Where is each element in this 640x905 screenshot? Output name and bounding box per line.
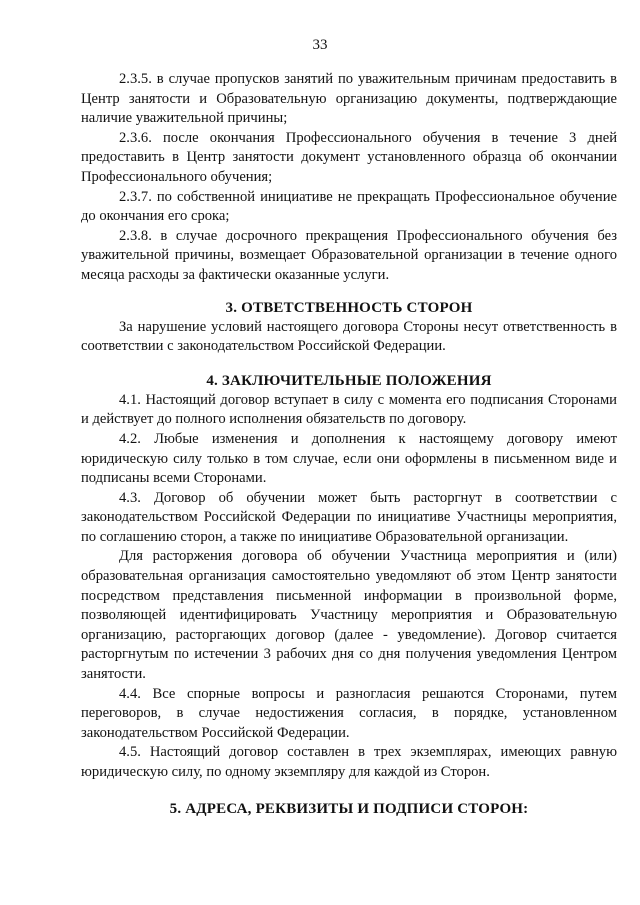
section-5-heading: 5. АДРЕСА, РЕКВИЗИТЫ И ПОДПИСИ СТОРОН: (169, 800, 529, 817)
clause-4-5: 4.5. Настоящий договор составлен в трех экземплярах, имеющих равную юридическую силу, по одному экземпляру для каждой из Сторон. (81, 744, 617, 780)
clause-4-1: 4.1. Настоящий договор вступает в силу с момента его подписания Сторонами и действует до полного исполнения обязательств по договору. (81, 391, 617, 428)
clause-4-2: 4.2. Любые изменения и дополнения к настоящему договору имеют юридическую силу только в том случае, если они оформлены в письменном виде и подписаны всеми Сторонами. (81, 430, 617, 487)
section-4-heading: 4. ЗАКЛЮЧИТЕЛЬНЫЕ ПОЛОЖЕНИЯ (206, 372, 492, 389)
clause-4-4: 4.4. Все спорные вопросы и разногласия решаются Сторонами, путем переговоров, в случае недостижения согласия, в порядке, установленном законодательством Российской Федерации. (81, 685, 617, 741)
section-3-text: За нарушение условий настоящего договора Стороны несут ответственность в соответствии с законодательством Российской Федерации. (81, 318, 617, 355)
page-number: 33 (312, 37, 328, 53)
clause-2-3-6: 2.3.6. после окончания Профессионального обучения в течение 3 дней предоставить в Центр занятости документ установленного образца об окончании Профессионального обучения; (81, 129, 617, 185)
clause-2-3-5: 2.3.5. в случае пропусков занятий по уважительным причинам предоставить в Центр занятости и Образовательную организацию документы, подтверждающие наличие уважительной причины; (81, 71, 617, 127)
clause-4-3: 4.3. Договор об обучении может быть расторгнут в соответствии с законодательством Российской Федерации по инициативе Участницы мероприятия, по соглашению сторон, а также по инициативе Образовательной организации. (81, 489, 617, 545)
clause-4-3-termination: Для расторжения договора об обучении Участница мероприятия и (или) образовательная организация самостоятельно уведомляют об этом Центр занятости посредством представления письменной информации в произвольной форме, позволяющей идентифицировать Участницу мероприятия и Образовательную организацию, расторгающих договор (далее - уведомление). Договор считается расторгнутым по истечении 3 рабочих дня со дня получения уведомления Центром занятости. (81, 548, 617, 683)
section-3-heading: 3. ОТВЕТСТВЕННОСТЬ СТОРОН (225, 299, 473, 316)
document-body (81, 70, 617, 819)
clause-2-3-8: 2.3.8. в случае досрочного прекращения Профессионального обучения без уважительной причины, возмещает Образовательной организации в течение одного месяца расходы за фактически оказанные услуги. (81, 227, 617, 283)
clause-2-3-7: 2.3.7. по собственной инициативе не прекращать Профессиональное обучение до окончания его срока; (81, 188, 617, 225)
